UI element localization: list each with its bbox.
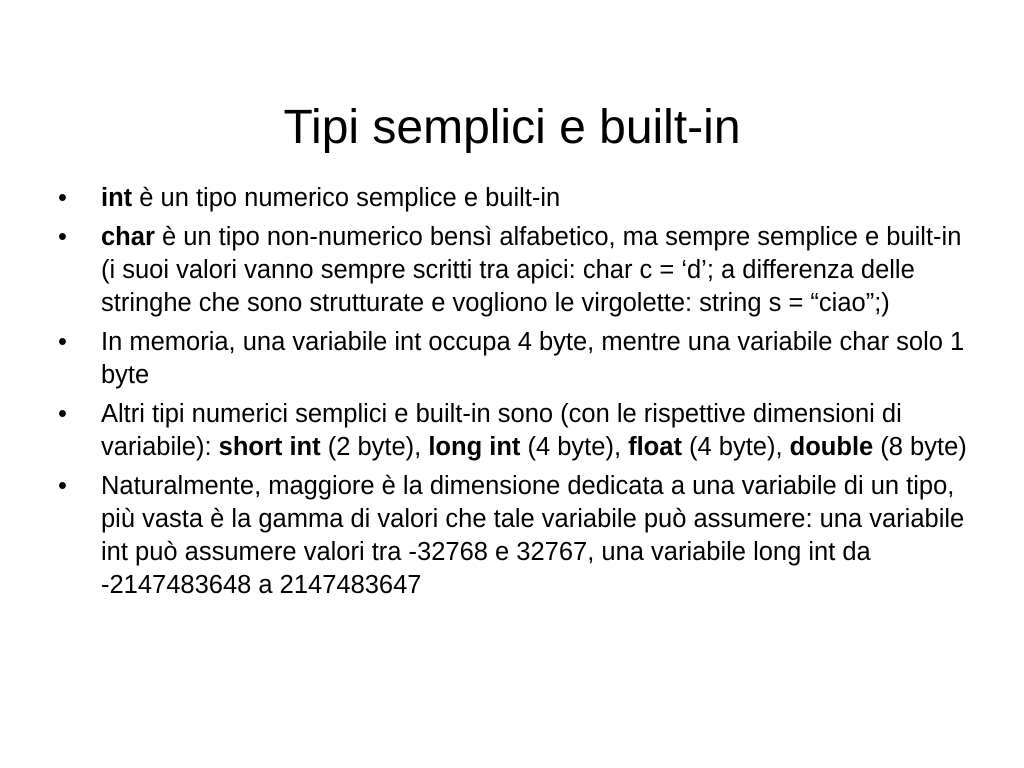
bullet-item (58, 182, 978, 215)
bold-term: double (789, 433, 874, 461)
bold-term: char (101, 223, 155, 251)
bullet-item (58, 398, 978, 464)
bold-term: int (101, 184, 133, 212)
bullet-text (101, 400, 967, 461)
slide-title: Tipi semplici e built-in (283, 101, 741, 155)
bullet-dot-icon: • (58, 400, 67, 428)
bullet-text (101, 223, 961, 317)
text-run: In memoria, una variabile int occupa 4 byte, mentre una variabile char solo 1 byte (101, 328, 965, 389)
text-run: Naturalmente, maggiore è la dimensione dedicata a una variabile di un tipo, più vasta è la gamma di valori che tale variabile può assumere: una variabile int può assumere valori tra -32768 e 32767, una variabile long int da -2147483648 a 2147483647 (101, 472, 965, 599)
bullet-text (101, 184, 560, 212)
bold-term: float (628, 433, 682, 461)
bullet-text (101, 328, 964, 389)
bullet-dot-icon: • (58, 184, 67, 212)
text-run: è un tipo non-numerico bensì alfabetico, ma sempre semplice e built-in (i suoi valori vanno sempre scritti tra apici: char c = ‘d’; a differenza delle stringhe che sono strutturate e vogliono le virgolette: string s = “ciao”;) (101, 223, 962, 317)
bullet-item (58, 470, 978, 602)
bold-term: long int (428, 433, 521, 461)
text-run: (2 byte), (320, 433, 429, 461)
bold-term: short int (218, 433, 321, 461)
bullet-text (101, 472, 964, 599)
bullet-dot-icon: • (58, 328, 67, 356)
bullet-item (58, 326, 978, 392)
bullet-item (58, 221, 978, 320)
text-run: (4 byte), (681, 433, 790, 461)
text-run: è un tipo numerico semplice e built-in (132, 184, 561, 212)
text-run: (4 byte), (520, 433, 629, 461)
bullet-dot-icon: • (58, 223, 67, 251)
text-run: (8 byte) (873, 433, 967, 461)
text-run: Altri tipi numerici semplici e built-in sono (con le rispettive dimensioni di variabile): (101, 400, 902, 461)
bullet-dot-icon: • (58, 472, 67, 500)
bullet-list (58, 182, 978, 608)
